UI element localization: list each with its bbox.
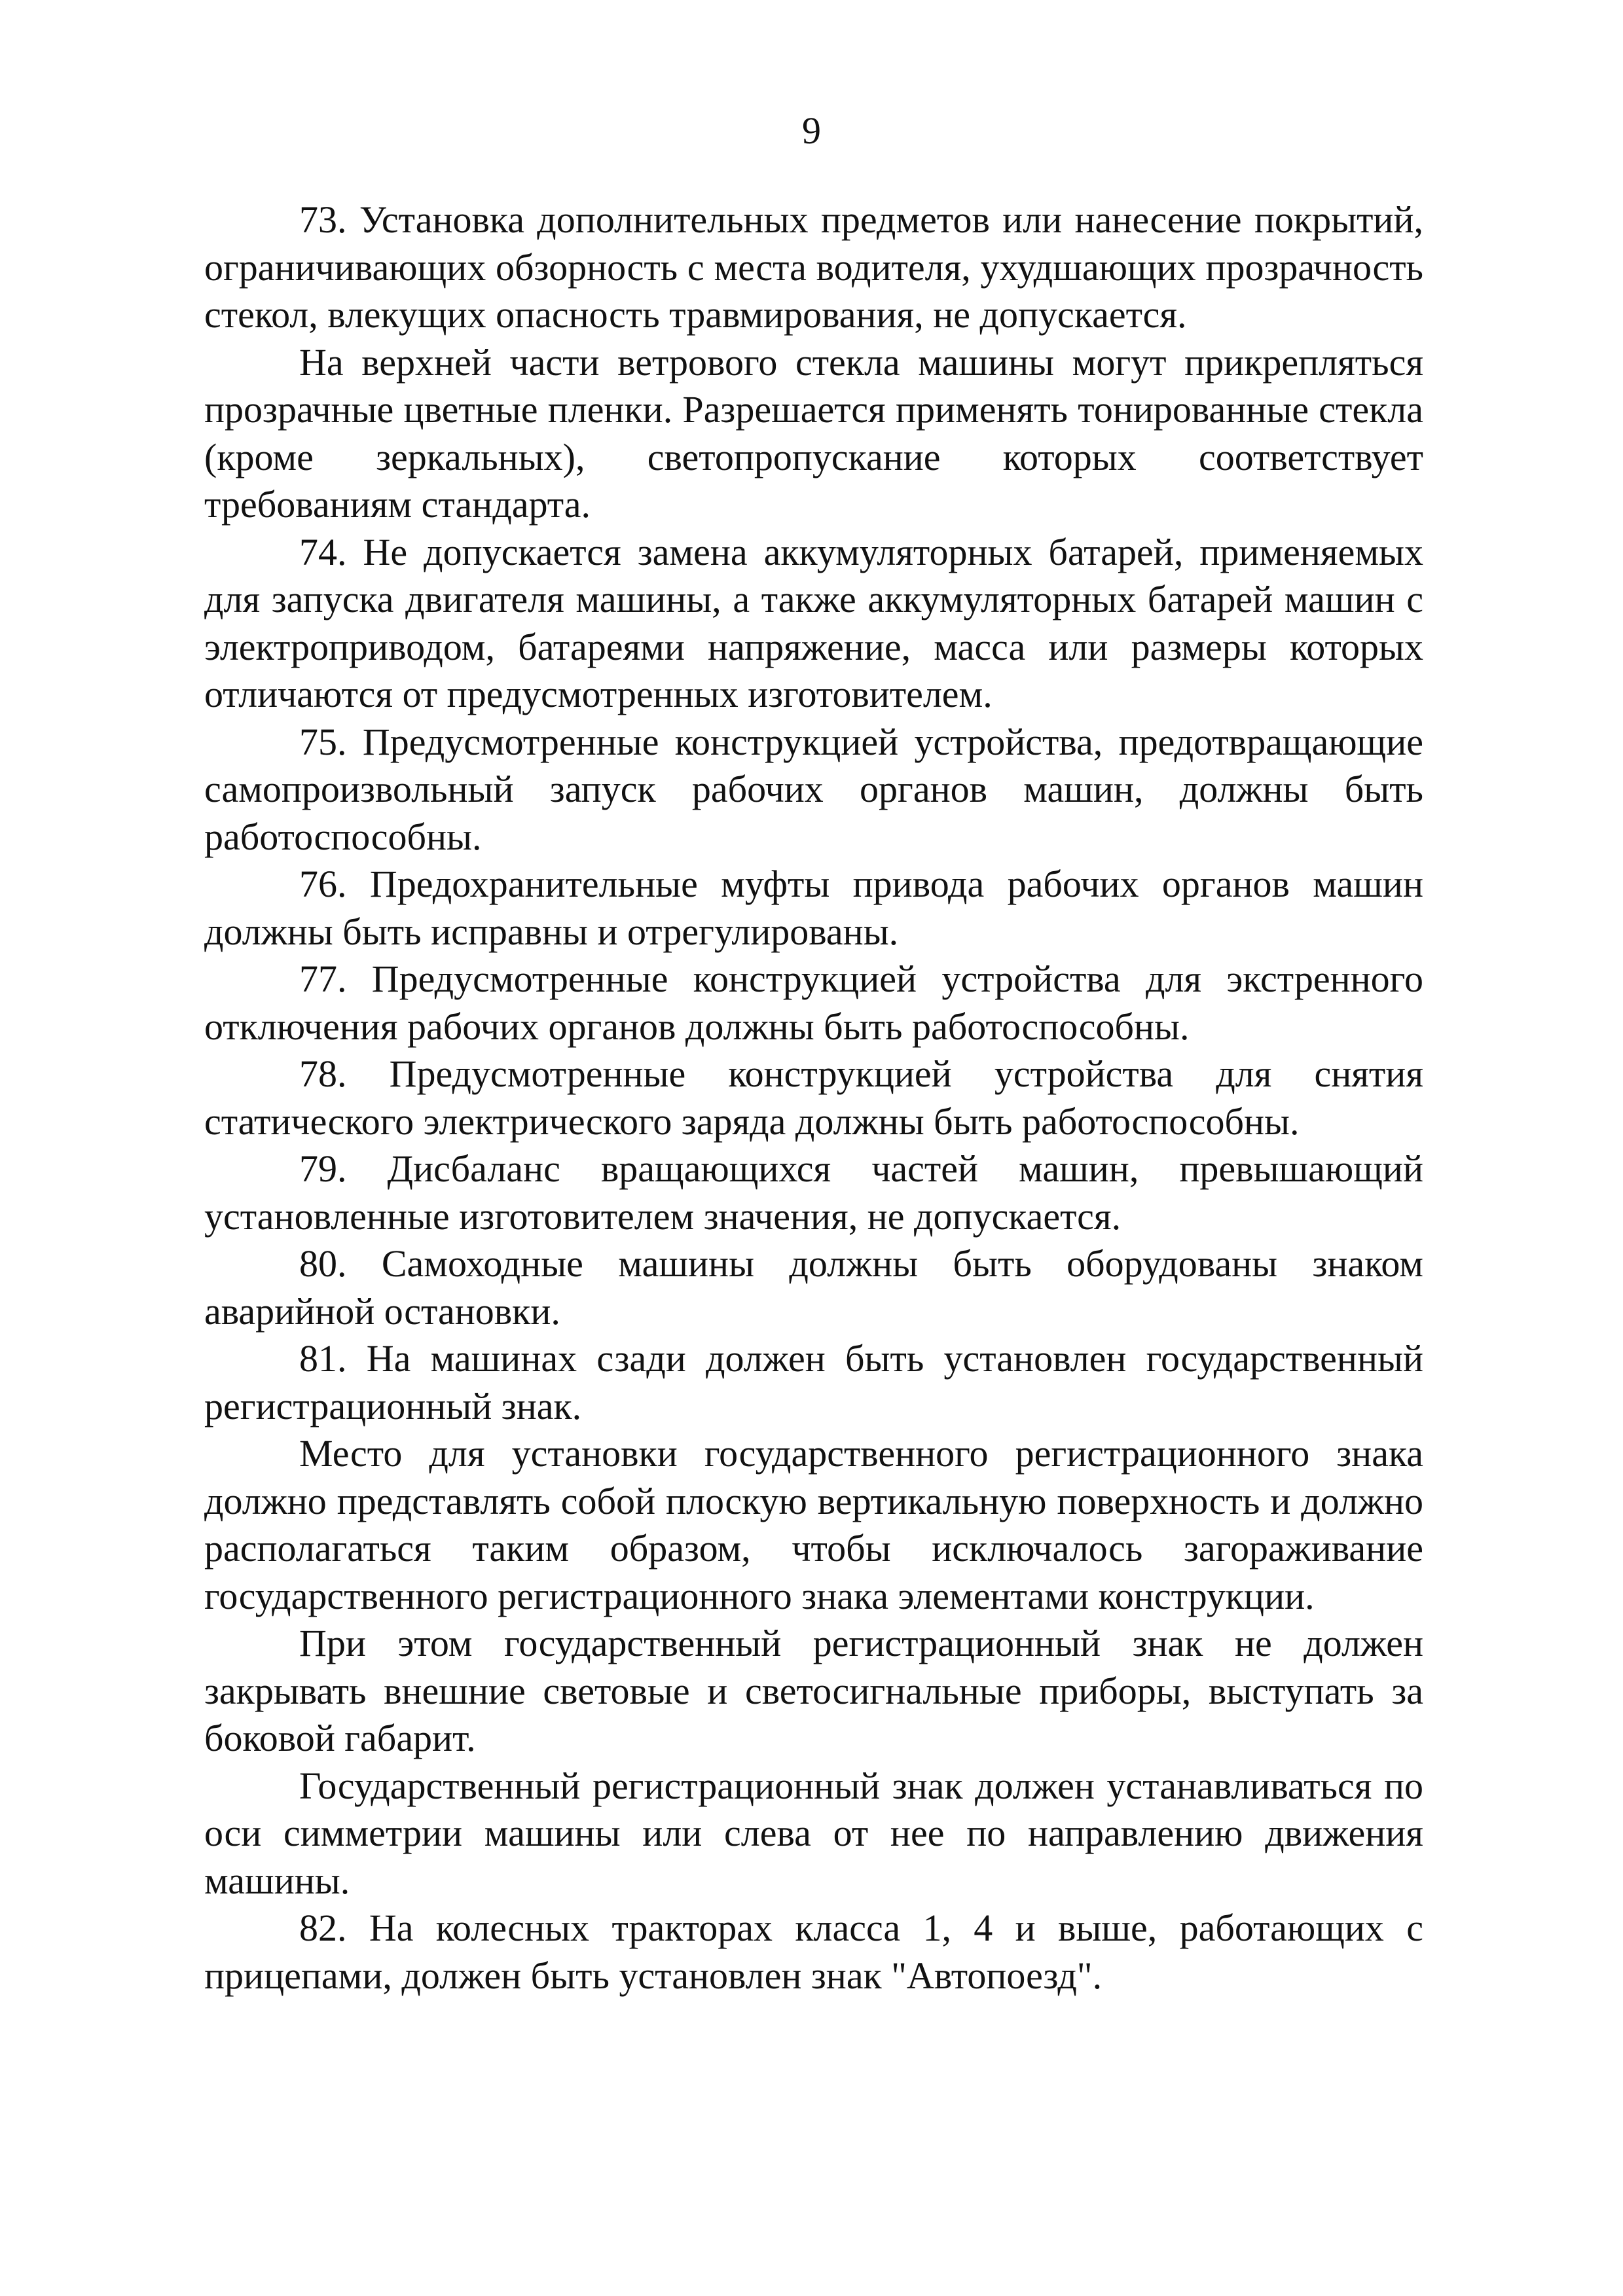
paragraph-73: 73. Установка дополнительных предметов или нанесение покрытий, ограничивающих обзорность с места водителя, ухудшающих прозрачность стекол, влекущих опасность травмирования, не допускается. (204, 198, 1423, 336)
paragraph-77: 77. Предусмотренные конструкцией устройства для экстренного отключения рабочих органов должны быть работоспособны. (204, 958, 1423, 1048)
paragraph-81-restrictions: При этом государственный регистрационный знак не должен закрывать внешние световые и светосигнальные приборы, выступать за боковой габарит. (204, 1622, 1423, 1759)
paragraph-81: 81. На машинах сзади должен быть установлен государственный регистрационный знак. (204, 1337, 1423, 1427)
paragraph-78: 78. Предусмотренные конструкцией устройства для снятия статического электрического заряда должны быть работоспособны. (204, 1052, 1423, 1143)
paragraph-73-continuation: На верхней части ветрового стекла машины могут прикрепляться прозрачные цветные пленки. Разрешается применять тонированные стекла (кроме зеркальных), светопропускание которых соответствует требованиям стандарта. (204, 340, 1423, 526)
paragraph-80: 80. Самоходные машины должны быть оборудованы знаком аварийной остановки. (204, 1242, 1423, 1333)
page-number: 9 (802, 109, 821, 152)
paragraph-82: 82. На колесных тракторах класса 1, 4 и выше, работающих с прицепами, должен быть установлен знак "Автопоезд". (204, 1907, 1423, 1997)
paragraph-76: 76. Предохранительные муфты привода рабочих органов машин должны быть исправны и отрегулированы. (204, 863, 1423, 953)
paragraph-81-position: Государственный регистрационный знак должен устанавливаться по оси симметрии машины или слева от нее по направлению движения машины. (204, 1764, 1423, 1902)
paragraph-81-placement: Место для установки государственного регистрационного знака должно представлять собой плоскую вертикальную поверхность и должно располагаться таким образом, чтобы исключалось загораживание государственного регистрационного знака элементами конструкции. (204, 1432, 1423, 1617)
paragraph-79: 79. Дисбаланс вращающихся частей машин, превышающий установленные изготовителем значения, не допускается. (204, 1147, 1423, 1238)
paragraph-74: 74. Не допускается замена аккумуляторных батарей, применяемых для запуска двигателя машины, а также аккумуляторных батарей машин с электроприводом, батареями напряжение, масса или размеры которых отличаются от предусмотренных изготовителем. (204, 530, 1423, 715)
document-body (204, 196, 1423, 2000)
paragraph-75: 75. Предусмотренные конструкцией устройства, предотвращающие самопроизвольный запуск рабочих органов машин, должны быть работоспособны. (204, 720, 1423, 858)
